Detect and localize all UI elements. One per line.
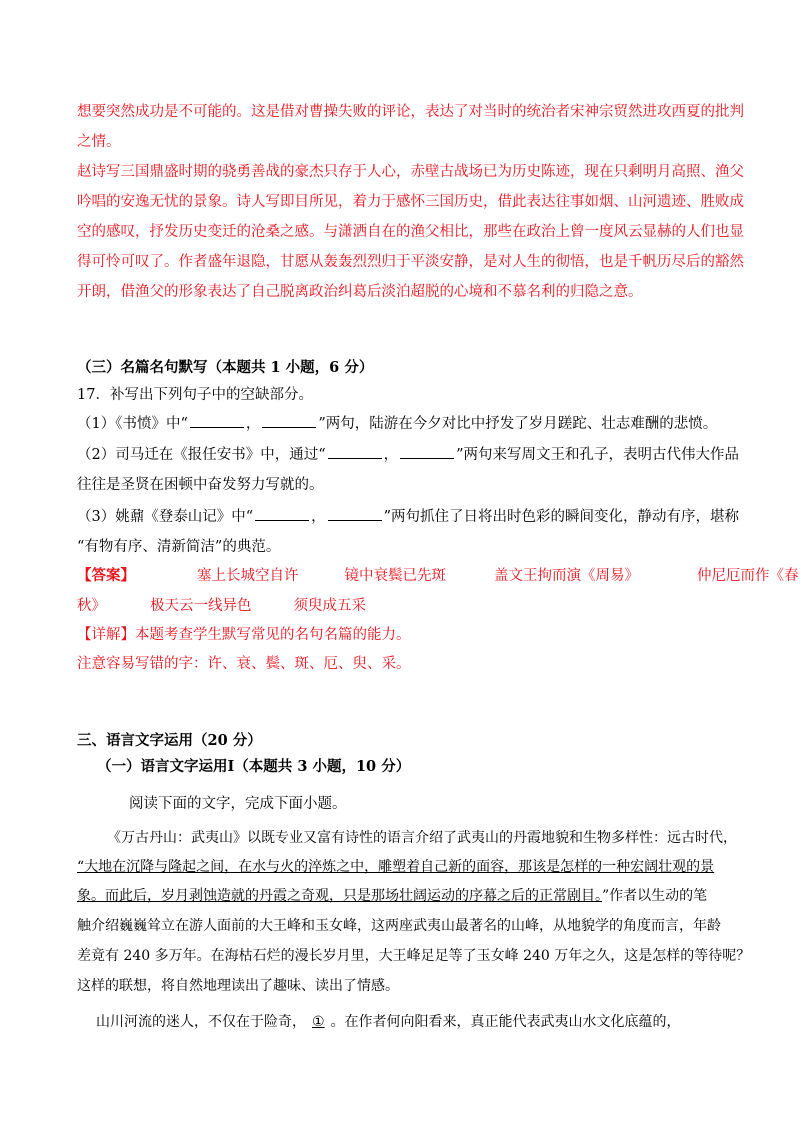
- passage-line: [96, 1012, 681, 1032]
- part-1-suffix: ”两句，陆游在今夕对比中抒发了岁月蹉跎、壮志难酬的悲愤。: [318, 416, 718, 432]
- answer-line: [77, 566, 799, 586]
- commentary-line: 空的感叹，抒发历史变迁的沧桑之感。与潇洒自在的渔父相比，那些在政治上曾一度风云显赫的人们也显: [77, 224, 744, 240]
- part-3-suffix: ”两句抓住了日将出时色彩的瞬间变化，静动有序，堪称: [383, 509, 740, 525]
- part-1-prefix: （1）《书愤》中“: [77, 416, 188, 432]
- passage-line: 触介绍巍巍耸立在游人面前的大王峰和玉女峰，这两座武夷山最著名的山峰，从地貌学的角度而言，年龄: [77, 918, 721, 934]
- passage-line: 《万古丹山：武夷山》以既专业又富有诗性的语言介绍了武夷山的丹霞地貌和生物多样性：远古时代，: [107, 830, 737, 846]
- commentary-line: 赵诗写三国鼎盛时期的骁勇善战的豪杰只存于人心，赤壁古战场已为历史陈迹，现在只剩明月高照、渔父: [77, 164, 744, 180]
- part-2-separator: ，: [383, 447, 399, 463]
- question-part-3: [77, 506, 739, 527]
- commentary-line: 想要突然成功是不可能的。这是借对曹操失败的评论，表达了对当时的统治者宋神宗贸然进攻西夏的批判: [77, 104, 744, 120]
- passage-line: 这样的联想，将自然地理读出了趣味、读出了情感。: [77, 978, 399, 994]
- answer-blank[interactable]: [328, 444, 382, 459]
- section-heading: （三）名篇名句默写（本题共 1 小题，6 分）: [77, 359, 374, 376]
- underlined-quote: 象。而此后，岁月剥蚀造就的丹霞之奇观，只是那场壮阔运动的序幕之后的正常剧目。: [77, 888, 602, 904]
- passage-text: 。在作者何向阳看来，真正能代表武夷山水文化底蕴的，: [330, 1014, 681, 1030]
- answer-blank[interactable]: [255, 506, 309, 521]
- question-17: 17．补写出下列句子中的空缺部分。: [77, 387, 313, 403]
- question-part-3-cont: “有物有序、清新简洁”的典范。: [77, 539, 281, 555]
- answer-item: 盖文王拘而演《周易》: [494, 568, 639, 584]
- answer-item: 秋》: [77, 598, 106, 614]
- instruction: 阅读下面的文字，完成下面小题。: [129, 796, 347, 812]
- answer-blank[interactable]: [190, 413, 244, 428]
- passage-text: ”作者以生动的笔: [602, 888, 708, 904]
- section-heading: 三、语言文字运用（20 分）: [77, 732, 262, 749]
- part-1-separator: ，: [245, 416, 261, 432]
- part-3-separator: ，: [311, 509, 326, 525]
- answer-blank[interactable]: [328, 506, 382, 521]
- passage-line: “大地在沉降与隆起之间，在水与火的淬炼之中，雕塑着自己新的面容，那该是怎样的一种宏阔壮观的景: [77, 859, 715, 875]
- part-2-prefix: （2）司马迁在《报任安书》中，通过“: [77, 447, 326, 463]
- answer-line-cont: [77, 596, 366, 616]
- question-part-2: [77, 444, 739, 465]
- commentary-line: 之情。: [77, 134, 121, 150]
- part-2-suffix: ”两句来写周文王和孔子，表明古代伟大作品: [456, 447, 740, 463]
- commentary-line: 开朗，借渔父的形象表达了自己脱离政治纠葛后淡泊超脱的心境和不慕名利的归隐之意。: [77, 284, 643, 300]
- commentary-line: 得可怜可叹了。作者盛年退隐，甘愿从轰轰烈烈归于平淡安静，是对人生的彻悟，也是千帆历尽后的豁然: [77, 254, 744, 270]
- blank-marker: ①: [312, 1014, 325, 1030]
- detail-line: 【详解】本题考查学生默写常见的名句名篇的能力。: [77, 627, 411, 643]
- subsection-heading: （一）语言文字运用Ⅰ（本题共 3 小题，10 分）: [97, 758, 411, 775]
- answer-blank[interactable]: [262, 413, 316, 428]
- commentary-line: 吟唱的安逸无忧的景象。诗人写即目所见，着力于感怀三国历史，借此表达往事如烟、山河遗迹、胜败成: [77, 194, 744, 210]
- question-part-1: [77, 413, 717, 434]
- passage-text: 山川河流的迷人，不仅在于险奇，: [96, 1014, 306, 1030]
- answer-item: 塞上长城空自许: [197, 568, 299, 584]
- answer-item: 极天云一线异色: [150, 598, 252, 614]
- answer-blank[interactable]: [400, 444, 454, 459]
- question-part-2-cont: 往往是圣贤在困顿中奋发努力写就的。: [77, 477, 324, 493]
- answer-item: 仲尼厄而作《春: [697, 568, 799, 584]
- passage-line: [77, 886, 707, 906]
- answer-label: 【答案】: [77, 567, 135, 584]
- answer-item: 镜中衰鬓已先斑: [344, 568, 446, 584]
- answer-item: 须臾成五采: [293, 598, 366, 614]
- part-3-prefix: （3）姚鼐《登泰山记》中“: [77, 509, 254, 525]
- passage-line: 差竟有 240 多万年。在海枯石烂的漫长岁月里，大王峰足足等了玉女峰 240 万年之久，这是怎样的等待呢？: [77, 948, 751, 964]
- note-line: 注意容易写错的字：许、衰、鬓、斑、厄、臾、采。: [77, 656, 411, 672]
